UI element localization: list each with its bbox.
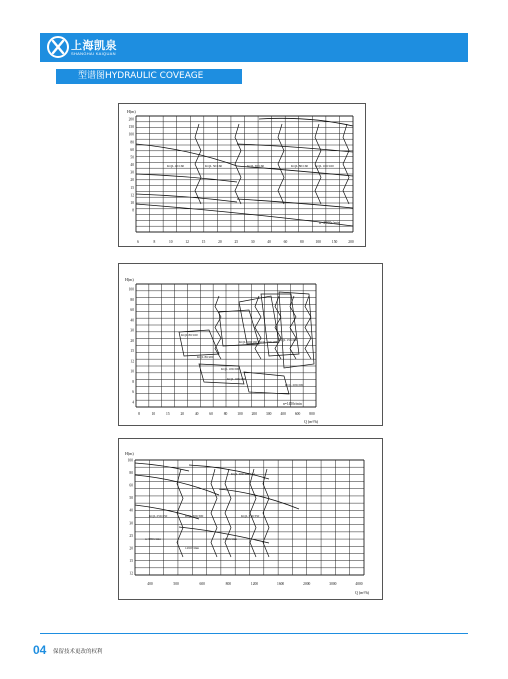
- chart3-x-tick: 4000: [355, 582, 363, 586]
- chart1-envelope: [343, 124, 349, 204]
- chart2-y-tick: 20: [130, 338, 134, 343]
- chart1-y-tick: 10: [130, 200, 134, 205]
- coverage-chart-2: [118, 263, 383, 426]
- chart1-speed-note: n=2900r/min: [319, 220, 340, 225]
- chart3-y-axis-label: H(m): [125, 451, 134, 456]
- chart3-y-tick: 100: [127, 458, 133, 463]
- chart2-speed-note: n=1450r/min: [283, 402, 302, 406]
- brand-name-en: SHANGHAI KAIQUAN: [71, 51, 116, 56]
- chart1-model-label: KQL 80/160: [291, 164, 309, 168]
- chart3-model-label: KQL 350/350: [241, 514, 260, 518]
- footer-divider: [40, 633, 468, 634]
- chart1-x-tick: 20: [218, 240, 222, 244]
- chart2-y-tick: 100: [128, 287, 134, 292]
- chart2-y-tick: 60: [130, 308, 134, 313]
- chart3-envelope: [211, 469, 217, 557]
- chart3-speed-note: n=980r/min: [145, 537, 162, 541]
- chart2-x-tick: 100: [237, 412, 243, 416]
- chart1-x-tick: 200: [348, 240, 354, 244]
- chart2-x-tick: 8: [138, 412, 140, 416]
- coverage-chart-1-svg: [119, 104, 367, 248]
- chart3-model-label: KQL 300/300: [185, 514, 204, 518]
- chart1-y-tick: 20: [130, 178, 134, 183]
- chart3-y-tick: 60: [129, 483, 133, 488]
- chart2-envelope: [290, 296, 296, 359]
- chart2-model-label: KQL 80/160: [181, 333, 198, 337]
- coverage-chart-3: [118, 438, 383, 600]
- chart2-y-tick: 4: [132, 400, 134, 405]
- chart2-model-label: KQL 150/160: [259, 340, 278, 344]
- chart1-y-tick: 150: [128, 125, 134, 130]
- chart1-model-label: KQL 65/160: [247, 164, 265, 168]
- chart2-y-tick: 40: [130, 318, 134, 323]
- chart2-model-label: KQL 200/200: [285, 383, 304, 387]
- chart1-y-tick: 100: [128, 132, 134, 137]
- chart3-y-tick: 30: [129, 521, 133, 526]
- chart2-x-tick: 600: [294, 412, 301, 416]
- chart2-envelope: [255, 296, 261, 359]
- chart2-model-label: KQL 100/160: [239, 340, 258, 344]
- coverage-chart-2-svg: [119, 264, 384, 427]
- chart1-envelope: [195, 124, 201, 204]
- section-title: 型谱图HYDRAULIC COVEAGE: [56, 69, 242, 84]
- chart3-x-tick: 400: [147, 582, 153, 586]
- chart2-y-tick: 8: [132, 379, 134, 384]
- chart1-model-label: KQL 50/160: [205, 164, 223, 168]
- chart1-curve: [136, 174, 237, 182]
- chart1-curve: [136, 144, 237, 166]
- chart2-y-tick: 15: [130, 349, 134, 354]
- chart2-x-tick: 10: [151, 412, 156, 416]
- chart2-y-tick: 10: [130, 369, 134, 374]
- chart3-model-label: KQL 250/250: [149, 514, 168, 518]
- chart1-y-tick: 40: [130, 163, 134, 167]
- chart1-x-tick: 40: [267, 240, 271, 244]
- coverage-chart-3-svg: [119, 439, 384, 601]
- chart3-envelope: [250, 469, 256, 557]
- chart1-model-label: KQL 40/160: [167, 164, 185, 168]
- chart2-model-label: KQL 150/200: [279, 338, 298, 342]
- chart1-y-tick: 50: [130, 155, 134, 160]
- page-number: 04: [33, 643, 47, 657]
- chart2-x-tick: 40: [194, 412, 199, 416]
- chart2-x-tick: 15: [166, 412, 170, 416]
- chart1-x-tick: 30: [250, 240, 255, 244]
- chart2-model-label: KQL 80/200: [197, 355, 214, 359]
- chart1-x-tick: 12: [185, 240, 189, 244]
- chart2-model-label: KQL 100/200: [221, 367, 240, 371]
- chart2-x-tick: 300: [266, 412, 272, 416]
- chart3-y-tick: 25: [129, 533, 133, 538]
- kaiquan-logo-icon: [47, 36, 69, 58]
- chart1-model-label: KQL 100/160: [315, 164, 334, 168]
- chart1-curve: [259, 118, 353, 126]
- chart2-x-axis-label: Q (m³/h): [304, 419, 318, 424]
- chart3-x-tick: 3000: [329, 582, 337, 586]
- chart2-envelope: [215, 296, 221, 359]
- chart2-curve-region: [279, 292, 314, 368]
- chart3-speed-note: 1450r/min: [223, 537, 238, 541]
- chart2-x-tick: 80: [223, 412, 228, 416]
- chart2-x-tick: 200: [251, 412, 258, 416]
- chart3-x-tick: 1600: [277, 582, 285, 586]
- chart1-y-axis-label: H(m): [127, 109, 136, 114]
- chart1-x-tick: 80: [300, 240, 304, 244]
- chart1-y-tick: 80: [130, 140, 134, 145]
- chart1-x-tick: 6: [137, 240, 139, 244]
- chart2-y-tick: 30: [130, 328, 134, 333]
- chart3-speed-note: 1450r/min: [185, 546, 200, 550]
- chart1-x-tick: 150: [331, 240, 338, 244]
- chart1-y-tick: 12: [130, 193, 134, 198]
- chart2-y-tick: 80: [130, 297, 134, 302]
- chart2-y-tick: 12: [130, 359, 134, 364]
- chart3-x-tick: 500: [173, 582, 179, 586]
- chart1-y-tick: 15: [130, 185, 134, 190]
- chart1-y-tick: 200: [128, 117, 134, 122]
- footer-note: 保留技术更改的权利: [53, 649, 103, 655]
- chart3-y-tick: 40: [129, 508, 133, 513]
- chart1-curve: [237, 199, 353, 208]
- chart2-y-axis-label: H(m): [125, 277, 134, 282]
- chart2-x-tick: 400: [280, 412, 286, 416]
- chart3-x-tick: 800: [225, 582, 232, 586]
- chart1-envelope: [235, 124, 241, 204]
- chart1-y-tick: 8: [132, 208, 134, 213]
- chart3-y-tick: 80: [129, 471, 133, 476]
- chart2-model-label: KQL 100/250: [227, 377, 246, 381]
- chart2-curve-region: [244, 372, 289, 394]
- chart2-x-tick: 800: [309, 412, 315, 416]
- chart1-x-tick: 60: [283, 240, 288, 244]
- chart3-y-tick: 50: [129, 496, 133, 501]
- chart3-x-tick: 600: [199, 582, 205, 586]
- chart3-x-tick: 2000: [303, 582, 311, 586]
- chart1-x-tick: 8: [153, 240, 156, 244]
- chart3-y-tick: 12: [129, 571, 133, 576]
- brand-name-cn: 上海凯泉: [71, 39, 117, 52]
- chart1-x-tick: 10: [168, 240, 173, 244]
- chart1-x-tick: 25: [234, 240, 239, 244]
- chart3-model-label: KQL 400/400-(Z): [231, 472, 255, 476]
- chart1-x-tick: 100: [315, 240, 321, 244]
- chart3-x-tick: 1200: [250, 582, 259, 586]
- chart1-y-tick: 60: [130, 147, 134, 152]
- chart3-envelope: [225, 469, 231, 557]
- chart2-x-tick: 20: [180, 412, 185, 416]
- chart2-x-tick: 60: [209, 412, 213, 416]
- chart1-curve: [136, 194, 237, 202]
- chart3-x-axis-label: Q (m³/h): [355, 590, 369, 595]
- chart3-y-tick: 20: [129, 546, 133, 551]
- chart1-envelope: [278, 124, 284, 204]
- chart1-y-tick: 30: [130, 170, 134, 175]
- chart3-y-tick: 15: [129, 558, 133, 563]
- coverage-chart-1: [118, 103, 366, 247]
- chart1-x-tick: 15: [201, 240, 206, 244]
- chart2-y-tick: 6: [132, 390, 134, 395]
